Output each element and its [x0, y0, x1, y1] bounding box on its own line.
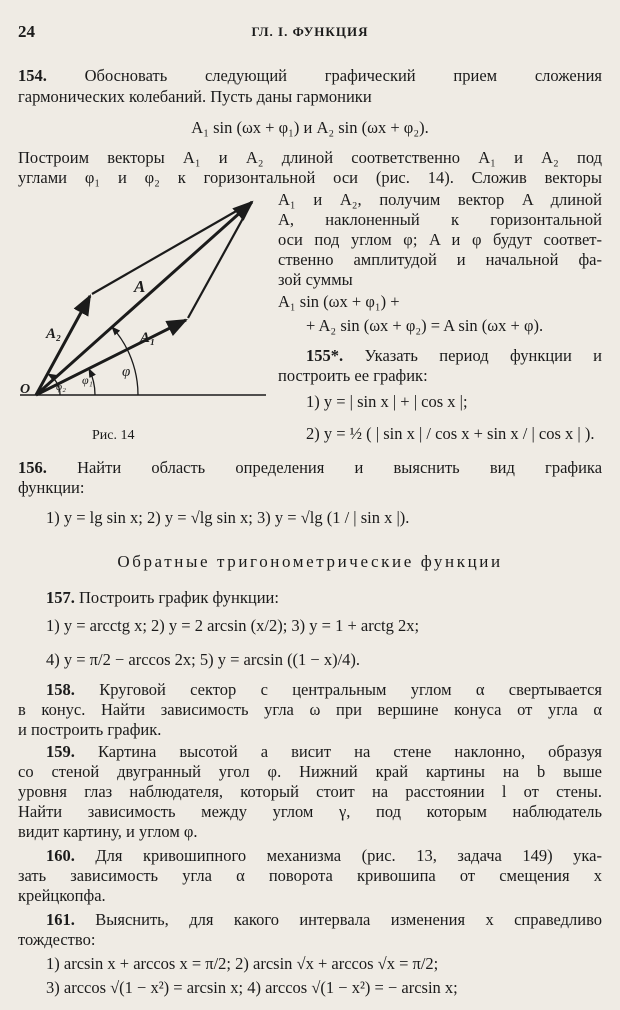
- problem-154-line-6: A₁ и A₂, получим вектор A длиной: [278, 190, 602, 209]
- problem-159-line-4: Найти зависимость между углом γ, под которым наблюдатель: [18, 802, 602, 821]
- vector-a: [36, 202, 252, 395]
- problem-160-line-2: зать зависимость угла α поворота кривошипа от смещения x: [18, 866, 602, 885]
- problem-161-items-1-2: 1) arcsin x + arccos x = π/2; 2) arcsin √x + arccos √x = π/2;: [46, 954, 439, 973]
- problem-154-line-7: A, наклоненный к горизонтальной: [278, 210, 602, 229]
- problem-161-number: 161.: [46, 910, 75, 929]
- problem-159-line-2: со стеной двугранный угол φ. Нижний край картины на b выше: [18, 762, 602, 781]
- problem-160-line-3: крейцкопфа.: [18, 886, 106, 905]
- vector-addition-figure: [16, 190, 270, 420]
- problem-155-item-1: 1) y = | sin x | + | cos x |;: [306, 392, 468, 411]
- problem-157-number: 157.: [46, 588, 75, 607]
- problem-161-text: Выяснить, для какого интервала изменения x справедливо: [95, 910, 603, 929]
- problem-155-text: Указать период функции и: [364, 346, 602, 365]
- formula-sum-part-1: A₁ sin (ωx + φ₁) +: [278, 292, 400, 311]
- problem-155-line-1: [306, 346, 602, 366]
- page-number: 24: [18, 22, 35, 41]
- problem-159-number: 159.: [46, 742, 75, 761]
- problem-154-line-4: Построим векторы A₁ и A₂ длиной соответственно A₁ и A₂ под: [18, 148, 602, 167]
- figure-caption: Рис. 14: [92, 428, 135, 443]
- label-a: A: [134, 277, 146, 296]
- problem-154-line-8: оси под углом φ; A и φ будут соответ-: [278, 230, 602, 249]
- parallelogram-top-edge: [92, 202, 252, 294]
- problem-154-line-2: гармонических колебаний. Пусть даны гармоники: [18, 87, 372, 106]
- angle-phi-arc: [112, 327, 138, 395]
- problem-157-items-4-5: 4) y = π/2 − arccos 2x; 5) y = arcsin ((1 − x)/4).: [46, 650, 361, 669]
- problem-160-number: 160.: [46, 846, 75, 865]
- problem-157-text: Построить график функции:: [79, 588, 279, 607]
- problem-158-text: Круговой сектор с центральным углом α свертывается: [99, 680, 603, 699]
- problem-155-number: 155*.: [306, 346, 344, 365]
- problem-154-line-1: [18, 66, 602, 86]
- problem-154-number: 154.: [18, 66, 47, 85]
- formula-sum-part-2: + A₂ sin (ωx + φ₂) = A sin (ωx + φ).: [306, 316, 544, 335]
- problem-155-line-2: построить ее график:: [278, 366, 428, 385]
- label-phi2: φ₂: [56, 381, 66, 393]
- problem-160-line-1: [46, 846, 602, 866]
- running-header: [18, 22, 602, 46]
- problem-155-item-2: 2) y = ½ ( | sin x | / cos x + sin x / | cos x | ).: [306, 424, 595, 443]
- problem-154-line-10: зой суммы: [278, 270, 353, 289]
- label-phi1: φ₁: [82, 373, 93, 387]
- problem-158-number: 158.: [46, 680, 75, 699]
- formula-harmonics: A₁ sin (ωx + φ₁) и A₂ sin (ωx + φ₂).: [191, 118, 429, 137]
- problem-154-text: Обосновать следующий графический прием сложения: [84, 66, 602, 85]
- problem-159-text: Картина высотой a висит на стене наклонно, образуя: [97, 742, 602, 761]
- problem-154-line-9: ственно амплитудой и начальной фа-: [278, 250, 602, 269]
- problem-154-line-5: углами φ₁ и φ₂ к горизонтальной оси (рис. 14). Сложив векторы: [18, 168, 602, 187]
- problem-156-items: 1) y = lg sin x; 2) y = √lg sin x; 3) y = √lg (1 / | sin x |).: [46, 508, 410, 527]
- problem-156-number: 156.: [18, 458, 47, 477]
- label-origin: O: [20, 382, 31, 397]
- problem-158-line-2: в конус. Найти зависимость угла ω при вершине конуса от угла α: [18, 700, 602, 719]
- section-title: Обратные тригонометрические функции: [117, 552, 503, 571]
- problem-161-line-1: [46, 910, 602, 930]
- problem-159-line-3: уровня глаз наблюдателя, который стоит на расстоянии l от стены.: [18, 782, 602, 801]
- problem-158-line-1: [46, 680, 602, 700]
- problem-157-items-1-3: 1) y = arcctg x; 2) y = 2 arcsin (x/2); 3) y = 1 + arctg 2x;: [46, 616, 420, 635]
- problem-156-line-1: [18, 458, 602, 478]
- problem-161-line-2: тождество:: [18, 930, 96, 949]
- chapter-title: ГЛ. I. ФУНКЦИЯ: [251, 24, 369, 39]
- label-a2: A₂: [46, 326, 62, 342]
- problem-160-text: Для кривошипного механизма (рис. 13, задача 149) ука-: [95, 846, 603, 865]
- problem-161-items-3-4: 3) arccos √(1 − x²) = arcsin x; 4) arccos √(1 − x²) = − arcsin x;: [46, 978, 458, 997]
- problem-159-line-1: [46, 742, 602, 762]
- problem-156-text: Найти область определения и выяснить вид графика: [77, 458, 603, 477]
- problem-157-line-1: [46, 588, 279, 608]
- problem-158-line-3: и построить график.: [18, 720, 162, 739]
- problem-156-line-2: функции:: [18, 478, 85, 497]
- problem-159-line-5: видит картину, и углом φ.: [18, 822, 198, 841]
- label-phi: φ: [122, 364, 131, 380]
- label-a1: A₁: [140, 330, 156, 346]
